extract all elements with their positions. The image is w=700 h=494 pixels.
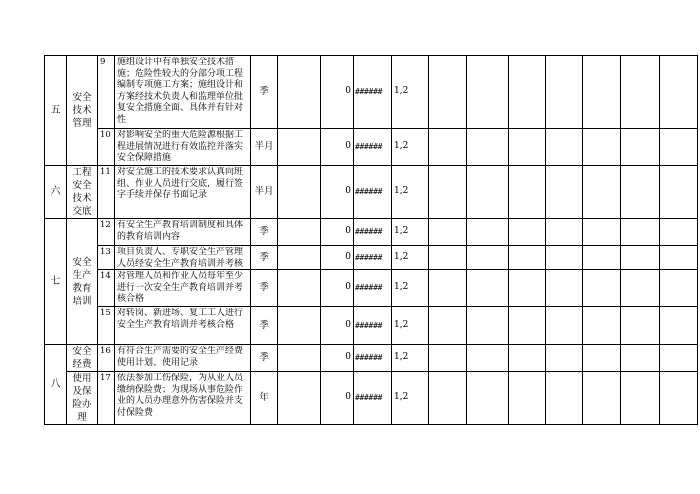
item-frequency: 年	[251, 372, 278, 425]
item-description: 有符合生产需要的安全生产经费使用计划、使用记录	[115, 345, 251, 372]
item-value: 0	[321, 56, 354, 129]
item-date-overflow: ######	[354, 307, 392, 345]
item-frequency: 季	[251, 270, 278, 307]
inspection-table	[44, 55, 698, 425]
item-reference: 1,2	[392, 307, 429, 345]
item-description: 施组设计中有单独安全技术措施；危险性较大的分部分项工程编制专项施工方案；施组设计和方案经技术负责人和监理单位批复安全措施全面、具体并有针对性	[115, 56, 251, 129]
item-description: 项目负责人、专职安全生产管理人员经安全生产教育培训并考核	[115, 246, 251, 270]
table-row	[45, 129, 698, 166]
item-date-overflow: ######	[354, 270, 392, 307]
item-value: 0	[321, 372, 354, 425]
item-date-overflow: ######	[354, 372, 392, 425]
item-reference: 1,2	[392, 345, 429, 372]
item-frequency: 季	[251, 219, 278, 246]
item-number: 14	[98, 270, 115, 307]
item-frequency: 季	[251, 307, 278, 345]
section-number: 六	[45, 166, 67, 219]
item-number: 16	[98, 345, 115, 372]
item-date-overflow: ######	[354, 219, 392, 246]
section-category: 工程安全技术交底	[67, 166, 98, 219]
item-date-overflow: ######	[354, 56, 392, 129]
item-description: 对安全施工的技术要求认真向班组、作业人员进行交底，履行签字手续并保存书面记录	[115, 166, 251, 219]
item-frequency: 季	[251, 345, 278, 372]
table-row	[45, 307, 698, 345]
item-number: 15	[98, 307, 115, 345]
item-number: 12	[98, 219, 115, 246]
item-number: 17	[98, 372, 115, 425]
item-value: 0	[321, 166, 354, 219]
item-date-overflow: ######	[354, 129, 392, 166]
section-category: 安全技术管理	[67, 56, 98, 166]
item-reference: 1,2	[392, 372, 429, 425]
item-frequency: 半月	[251, 129, 278, 166]
table-row	[45, 246, 698, 270]
item-reference: 1,2	[392, 270, 429, 307]
item-frequency: 季	[251, 56, 278, 129]
table-row	[45, 219, 698, 246]
item-reference: 1,2	[392, 246, 429, 270]
table-row	[45, 166, 698, 219]
section-category: 安全经费	[67, 345, 98, 372]
item-value: 0	[321, 270, 354, 307]
item-reference: 1,2	[392, 219, 429, 246]
table-row	[45, 345, 698, 372]
section-number: 七	[45, 219, 67, 345]
item-number: 13	[98, 246, 115, 270]
item-date-overflow: ######	[354, 166, 392, 219]
item-reference: 1,2	[392, 166, 429, 219]
item-description: 对管理人员和作业人员每年至少进行一次安全生产教育培训并考核合格	[115, 270, 251, 307]
item-description: 有安全生产教育培训制度和具体的教育培训内容	[115, 219, 251, 246]
table-row	[45, 56, 698, 129]
item-frequency: 半月	[251, 166, 278, 219]
item-value: 0	[321, 129, 354, 166]
table-row	[45, 270, 698, 307]
item-description: 对转岗、新进场、复工工人进行安全生产教育培训并考核合格	[115, 307, 251, 345]
item-description: 对影响安全的重大危险源根据工程进展情况进行有效监控并落实安全保障措施	[115, 129, 251, 166]
section-number: 八	[45, 345, 67, 425]
item-value: 0	[321, 307, 354, 345]
item-number: 11	[98, 166, 115, 219]
section-category: 使用及保险办理	[67, 372, 98, 425]
item-frequency: 季	[251, 246, 278, 270]
item-number: 10	[98, 129, 115, 166]
item-reference: 1,2	[392, 129, 429, 166]
item-value: 0	[321, 219, 354, 246]
item-date-overflow: ######	[354, 345, 392, 372]
section-category: 安全生产教育培训	[67, 219, 98, 345]
item-number: 9	[98, 56, 115, 129]
item-description: 依法参加工伤保险，为从业人员缴纳保险费；为现场从事危险作业的人员办理意外伤害保险并支付保险费	[115, 372, 251, 425]
section-number: 五	[45, 56, 67, 166]
item-reference: 1,2	[392, 56, 429, 129]
table-row	[45, 372, 698, 425]
item-date-overflow: ######	[354, 246, 392, 270]
item-value: 0	[321, 246, 354, 270]
item-value: 0	[321, 345, 354, 372]
